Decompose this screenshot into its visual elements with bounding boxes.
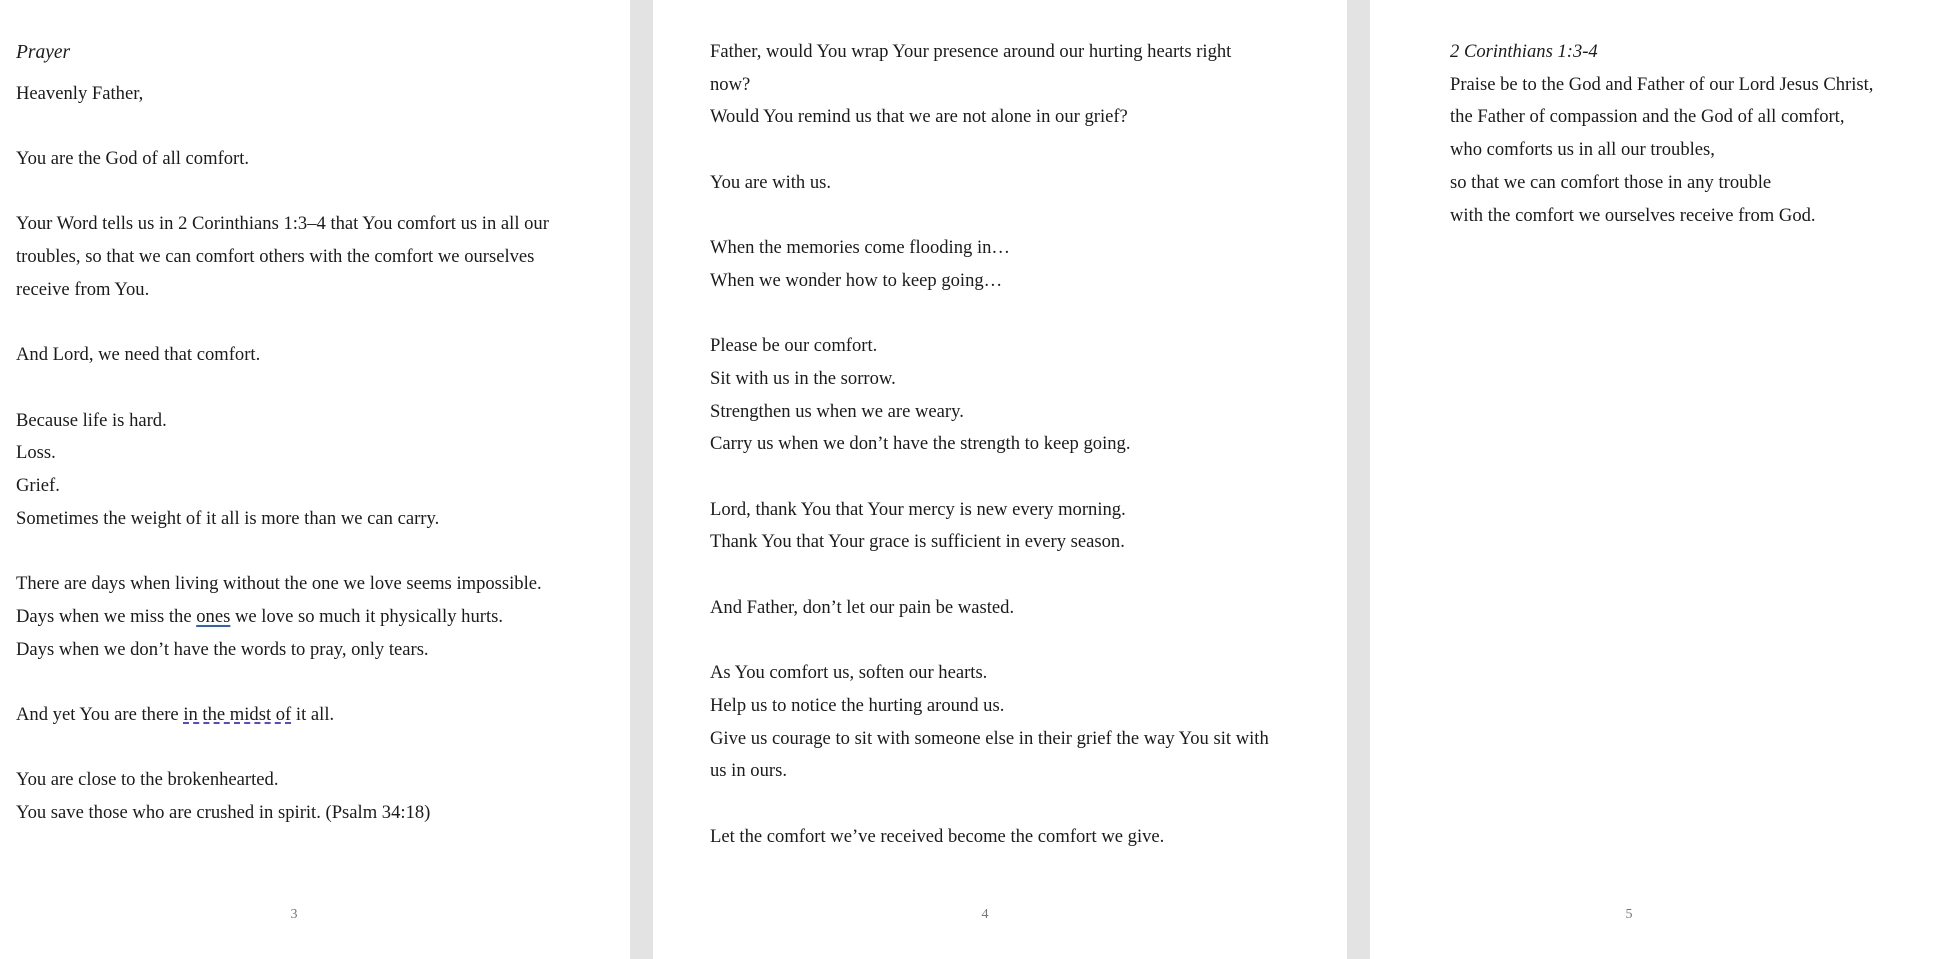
paragraph: You are the God of all comfort. (16, 148, 250, 170)
text-line: Lord, thank You that Your mercy is new every morning. (710, 498, 1126, 520)
text-line: Strengthen us when we are weary. (710, 400, 964, 422)
verse-line: Praise be to the God and Father of our Lord Jesus Christ, (1450, 73, 1874, 95)
paragraph-spacer (16, 666, 586, 699)
page-4-body[interactable] (710, 36, 1270, 853)
text-line: When we wonder how to keep going… (710, 269, 1003, 291)
paragraph-spacer (16, 110, 586, 143)
prayer-title: Prayer (16, 42, 71, 63)
document-page-3[interactable] (0, 0, 630, 959)
paragraph-spacer (16, 176, 586, 209)
paragraph-spacer (16, 307, 586, 340)
text-line: Please be our comfort. (710, 335, 878, 357)
paragraph: Let the comfort we’ve received become the comfort we give. (710, 825, 1165, 847)
verse-line: the Father of compassion and the God of all comfort, (1450, 106, 1845, 128)
paragraph-spacer (710, 625, 1270, 658)
text-line: Thank You that Your grace is sufficient in every season. (710, 531, 1125, 553)
text-line: Days when we don’t have the words to pray, only tears. (16, 638, 429, 660)
text-line (16, 601, 586, 634)
paragraph-spacer (16, 535, 586, 568)
page-3-body[interactable] (16, 37, 586, 830)
salutation: Heavenly Father, (16, 82, 144, 104)
paragraph-spacer (16, 372, 586, 405)
paragraph: Your Word tells us in 2 Corinthians 1:3–4 that You comfort us in all our troubles, so that we can comfort others with the comfort we ourselves receive from You. (16, 213, 549, 300)
text-line: Father, would You wrap Your presence around our hurting hearts right now? (710, 41, 1232, 95)
text-line: Help us to notice the hurting around us. (710, 694, 1005, 716)
paragraph: And Lord, we need that comfort. (16, 344, 261, 366)
paragraph-spacer (710, 559, 1270, 592)
text-segment: And yet You are there (16, 703, 184, 725)
document-page-4[interactable] (653, 0, 1347, 959)
text-line: Carry us when we don’t have the strength to keep going. (710, 433, 1131, 455)
paragraph-spacer (710, 788, 1270, 821)
text-segment: Days when we miss the (16, 605, 197, 627)
text-line: Because life is hard. (16, 409, 167, 431)
scripture-reference: 2 Corinthians 1:3-4 (1450, 41, 1598, 62)
text-line: Would You remind us that we are not alone in our grief? (710, 106, 1128, 128)
text-segment: it all. (291, 703, 335, 725)
style-suggestion-mark[interactable]: in the midst of (183, 703, 292, 725)
page-number: 3 (290, 907, 298, 922)
text-line: You save those who are crushed in spirit. (Psalm 34:18) (16, 802, 431, 824)
verse-line: who comforts us in all our troubles, (1450, 139, 1715, 161)
text-line: Sometimes the weight of it all is more than we can carry. (16, 507, 440, 529)
page-5-body[interactable] (1450, 36, 1920, 232)
paragraph-spacer (710, 461, 1270, 494)
text-line: Loss. (16, 442, 56, 464)
text-line (16, 699, 586, 732)
text-line: As You comfort us, soften our hearts. (710, 662, 988, 684)
page-number: 5 (1625, 907, 1633, 922)
paragraph-spacer (710, 298, 1270, 331)
text-line: Grief. (16, 475, 60, 497)
page-number: 4 (981, 907, 989, 922)
paragraph: And Father, don’t let our pain be wasted. (710, 596, 1015, 618)
text-line: Sit with us in the sorrow. (710, 367, 896, 389)
verse-line: with the comfort we ourselves receive from God. (1450, 204, 1816, 226)
verse-line: so that we can comfort those in any trouble (1450, 171, 1772, 193)
document-page-5[interactable] (1370, 0, 1946, 959)
paragraph-spacer (16, 732, 586, 765)
paragraph-spacer (710, 134, 1270, 167)
text-line: Give us courage to sit with someone else in their grief the way You sit with us in ours. (710, 727, 1269, 782)
grammar-suggestion-mark[interactable]: ones (196, 605, 231, 627)
paragraph-spacer (710, 200, 1270, 233)
paragraph: You are with us. (710, 171, 832, 193)
text-line: You are close to the brokenhearted. (16, 769, 279, 791)
text-segment: we love so much it physically hurts. (230, 605, 503, 627)
text-line: There are days when living without the one we love seems impossible. (16, 573, 542, 595)
text-line: When the memories come flooding in… (710, 237, 1011, 259)
